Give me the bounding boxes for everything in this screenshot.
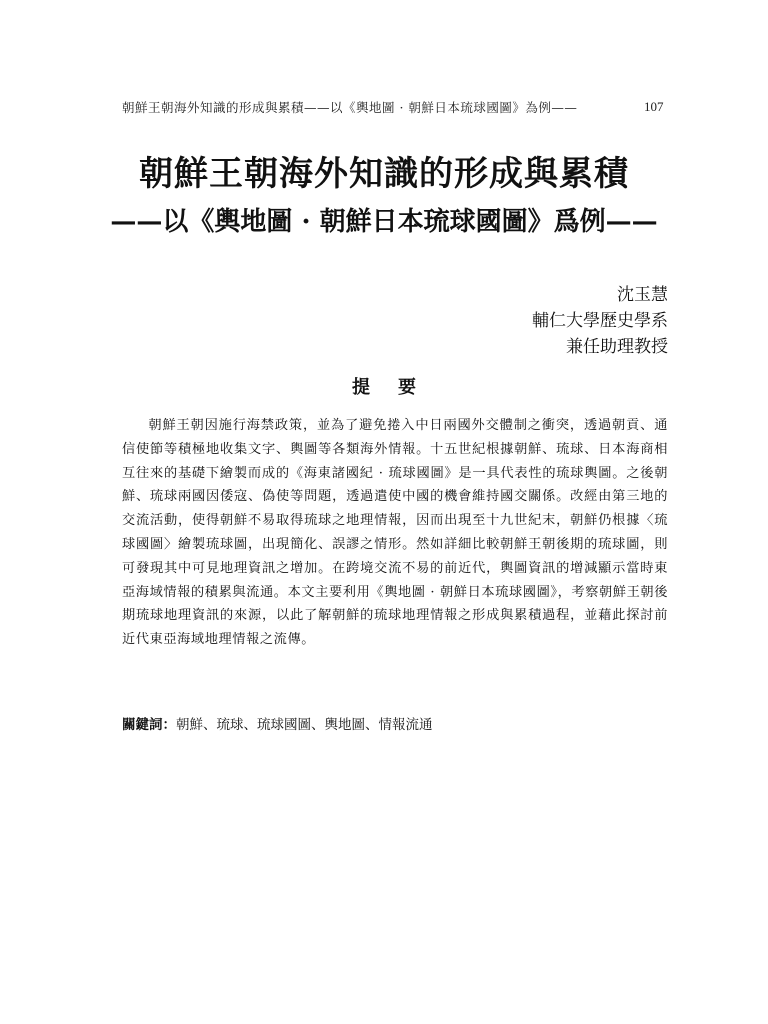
- keywords-values: 朝鮮、琉球、琉球國圖、輿地圖、情報流通: [176, 717, 433, 733]
- abstract-heading: 提要: [352, 377, 444, 398]
- author-name: 沈玉慧: [617, 285, 668, 305]
- abstract-body: 朝鮮王朝因施行海禁政策，並為了避免捲入中日兩國外交體制之衝突，透過朝貢、通信使節等積極地收集文字、輿圖等各類海外情報。十五世紀根據朝鮮、琉球、日本海商相互往來的基礎下繪製而成的《海東諸國紀 · 琉球國圖》是一具代表性的琉球輿圖。之後朝鮮、琉球兩國因倭寇、偽使等問題，透過遣使中國的機會維持國交關係。改經由第三地的交流活動，使得朝鮮不易取得琉球之地理情報，因而出現至十九世紀末，朝鮮仍根據〈琉球國圖〉繪製琉球圖，出現簡化、誤謬之情形。然如詳細比較朝鮮王朝後期的琉球圖，則可發現其中可見地理資訊之增加。在跨境交流不易的前近代，輿圖資訊的增減顯示當時東亞海域情報的積累與流通。本文主要利用《輿地圖 · 朝鮮日本琉球國圖》，考察朝鮮王朝後期琉球地理資訊的來源，以此了解朝鮮的琉球地理情報之形成與累積過程，並藉此探討前近代東亞海域地理情報之流傳。: [122, 418, 668, 648]
- author-affiliation: 輔仁大學歷史學系: [532, 311, 668, 331]
- keywords-label: 關鍵詞：: [122, 717, 176, 733]
- keywords-line: [122, 713, 433, 733]
- author-position: 兼任助理教授: [566, 337, 668, 357]
- paper-subtitle: ——以《輿地圖 · 朝鮮日本琉球國圖》爲例——: [110, 207, 658, 237]
- running-header: 朝鮮王朝海外知識的形成與累積——以《輿地圖 · 朝鮮日本琉球國圖》為例——: [122, 100, 578, 115]
- page-number: 107: [644, 99, 664, 114]
- paper-title: 朝鮮王朝海外知識的形成與累積: [139, 154, 629, 194]
- author-block: [532, 282, 668, 360]
